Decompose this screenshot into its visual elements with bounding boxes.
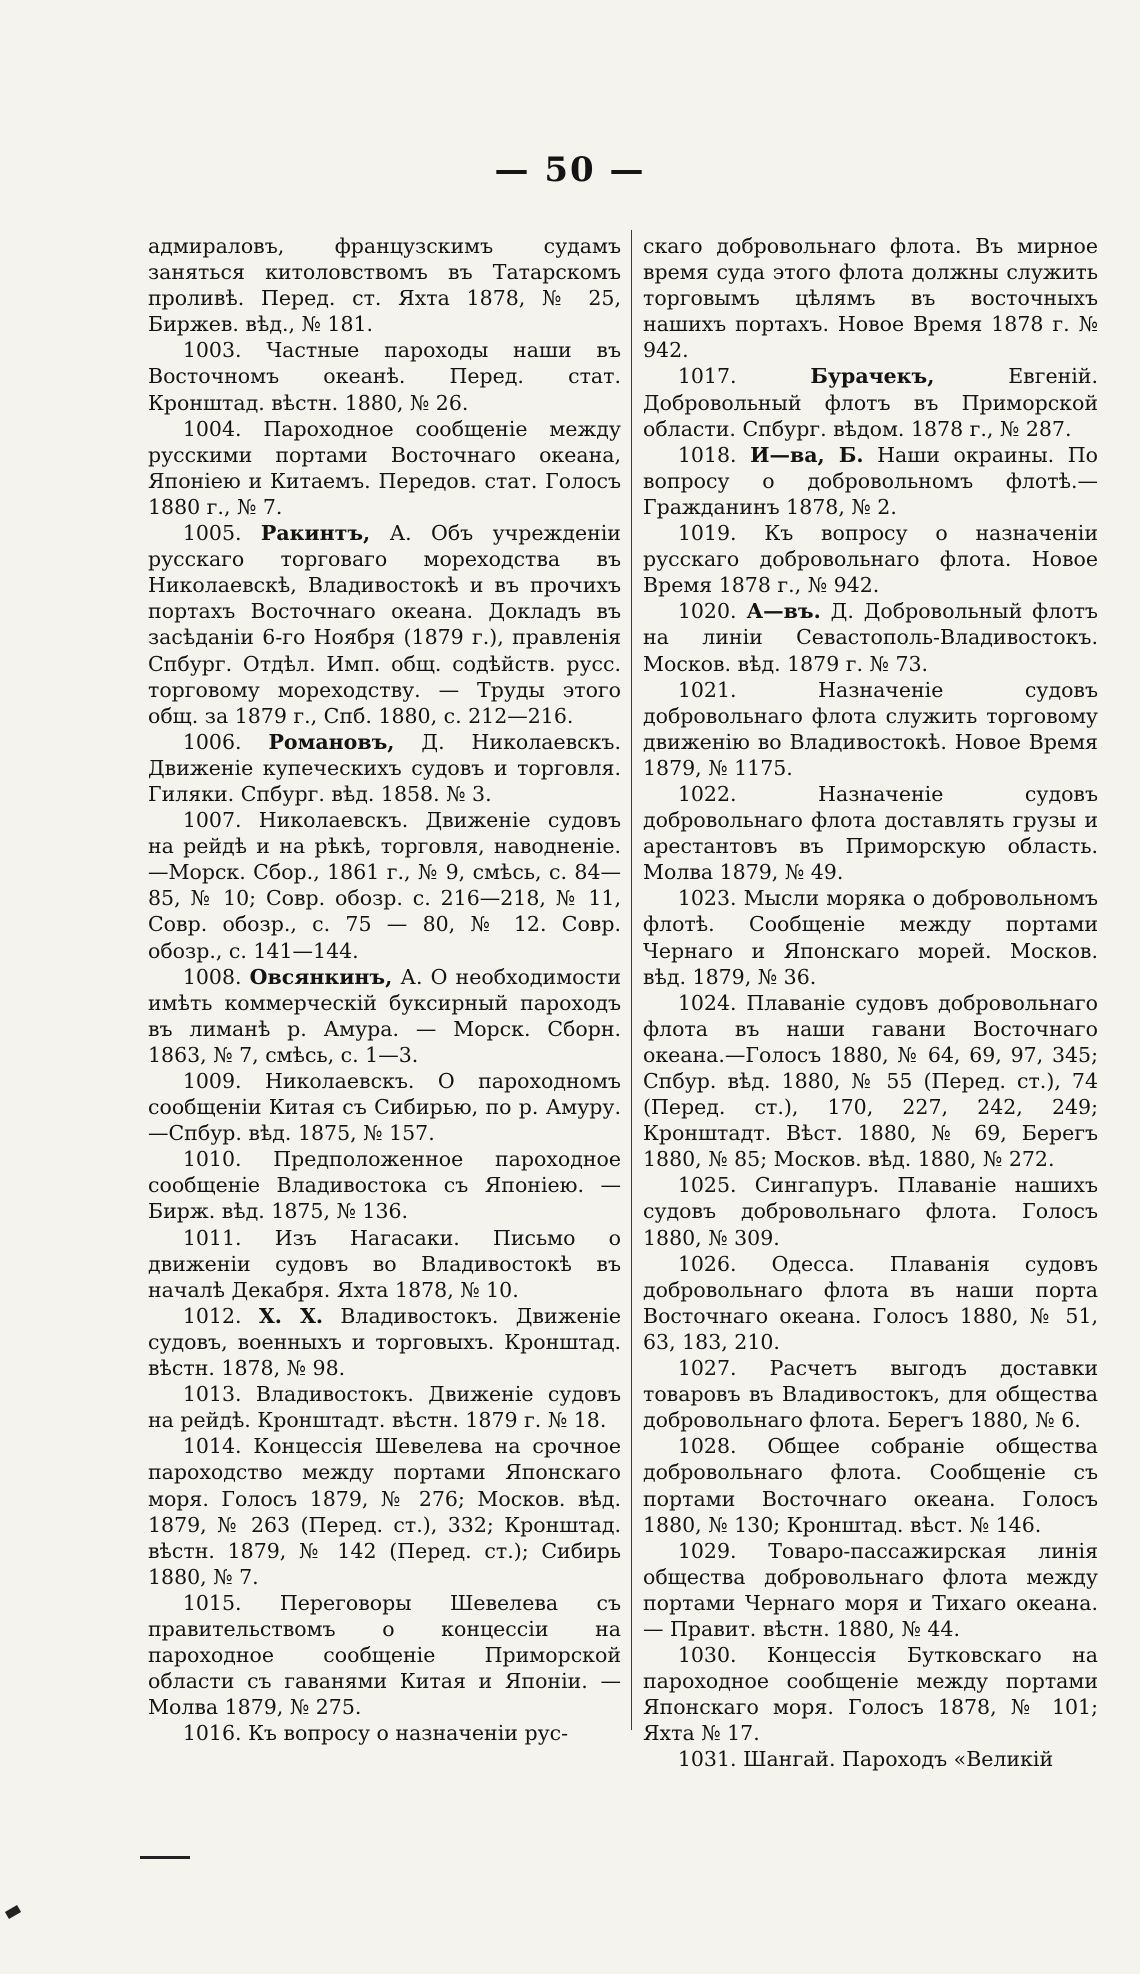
bibliography-entry (643, 781, 1098, 885)
entry-text: Товаро-пассажирская линія общества добровольнаго флота между портами Чернаго моря и Тихаго океана.— Правит. вѣстн. 1880, № 44. (643, 1538, 1098, 1641)
bibliography-entry (643, 1433, 1098, 1537)
entry-author: И—ва, Б. (750, 442, 864, 467)
bibliography-entry (148, 807, 621, 964)
bibliography-entry (643, 442, 1098, 520)
bibliography-entry (643, 990, 1098, 1173)
entry-text: Къ вопросу о назначеніи рус- (248, 1721, 569, 1746)
bibliography-entry (643, 363, 1098, 441)
bibliography-entry (643, 1355, 1098, 1433)
entry-text: Одесса. Плаванія судовъ добровольнаго флота въ наши порта Восточнаго океана. Голосъ 1880, № 51, 63, 183, 210. (643, 1251, 1098, 1354)
entry-text: адмираловъ, французскимъ судамъ заняться китоловствомъ въ Татарскомъ проливѣ. Перед. ст. Яхта 1878, № 25, Биржев. вѣд., № 181. (148, 234, 621, 337)
entry-text: Плаваніе судовъ добровольнаго флота въ наши гавани Восточнаго океана.—Голосъ 1880, № 64, 69, 97, 345; Спбур. вѣд. 1880, № 55 (Перед. ст.), 74 (Перед. ст.), 170, 227, 242, 249; Кронштадт. Вѣст. 1880, № 69, Берегъ 1880, № 85; Москов. вѣд. 1880, № 272. (643, 990, 1098, 1172)
entry-text: Пароходное сообщеніе между русскими портами Восточнаго океана, Японіею и Китаемъ. Передов. стат. Голосъ 1880 г., № 7. (148, 416, 621, 519)
left-column (148, 233, 621, 1746)
entry-number: 1027. (677, 1356, 737, 1381)
entry-text: Назначеніе судовъ добровольнаго флота служить торговому движенію во Владивостокѣ. Новое Время 1879, № 1175. (643, 677, 1098, 780)
entry-number: 1008. (182, 964, 242, 989)
entry-text: скаго добровольнаго флота. Въ мирное время суда этого флота должны служить торговымъ цѣлямъ въ восточныхъ нашихъ портахъ. Новое Время 1878 г. № 942. (643, 234, 1098, 363)
entry-number: 1014. (182, 1434, 242, 1459)
entry-number: 1003. (182, 338, 242, 363)
entry-author: Х. Х. (258, 1303, 323, 1328)
bibliography-entry (148, 729, 621, 807)
entry-text: Переговоры Шевелева съ правительствомъ о концессіи на пароходное сообщеніе Приморской области съ гаванями Китая и Японіи. — Молва 1879, № 275. (148, 1590, 621, 1720)
bibliography-entry (148, 1146, 621, 1224)
entry-text: Расчетъ выгодъ доставки товаровъ въ Владивостокъ, для общества добровольнаго флота. Берегъ 1880, № 6. (643, 1356, 1098, 1433)
bibliography-entry (148, 964, 621, 1068)
entry-text: Наши окраины. По вопросу о добровольномъ флотѣ.—Гражданинъ 1878, № 2. (643, 442, 1098, 519)
entry-text: Д. Добровольный флотъ на линіи Севастополь-Владивостокъ. Москов. вѣд. 1879 г. № 73. (643, 599, 1098, 676)
bibliography-entry (148, 1381, 621, 1433)
entry-author: А—въ. (746, 599, 821, 624)
entry-number: 1025. (677, 1173, 737, 1198)
bibliography-entry (148, 233, 621, 337)
bibliography-entry (148, 337, 621, 415)
bibliography-entry (148, 1590, 621, 1720)
bibliography-entry (148, 520, 621, 729)
entry-number: 1031. (677, 1747, 737, 1772)
bibliography-entry (643, 1251, 1098, 1355)
entry-number: 1006. (182, 729, 242, 754)
entry-number: 1010. (182, 1147, 242, 1172)
bibliography-entry (643, 1642, 1098, 1746)
bibliography-entry (643, 233, 1098, 363)
entry-text: Сингапуръ. Плаваніе нашихъ судовъ добровольнаго флота. Голосъ 1880, № 309. (643, 1173, 1098, 1250)
bibliography-entry (148, 1068, 621, 1146)
bibliography-entry (643, 520, 1098, 598)
entry-text: Предположенное пароходное сообщеніе Владивостока съ Японіею. — Бирж. вѣд. 1875, № 136. (148, 1147, 621, 1224)
ink-smudge (140, 1856, 190, 1859)
entry-text: Общее собраніе общества добровольнаго флота. Сообщеніе съ портами Восточнаго океана. Голосъ 1880, № 130; Кронштад. вѣст. № 146. (643, 1434, 1098, 1537)
entry-number: 1024. (677, 990, 737, 1015)
entry-text: Евгеній. Добровольный флотъ въ Приморской области. Спбург. вѣдом. 1878 г., № 287. (643, 364, 1098, 441)
entry-author: Ракинтъ, (260, 521, 371, 546)
entry-number: 1004. (182, 416, 242, 441)
ink-smudge (5, 1905, 21, 1919)
entry-number: 1007. (182, 808, 242, 833)
entry-text: Николаевскъ. О пароходномъ сообщеніи Китая съ Сибирью, по р. Амуру.—Спбур. вѣд. 1875, № 157. (148, 1069, 621, 1146)
entry-number: 1018. (677, 442, 737, 467)
entry-number: 1026. (677, 1251, 737, 1276)
entry-number: 1019. (677, 521, 737, 546)
bibliography-entry (148, 1303, 621, 1381)
entry-text: А. Объ учрежденіи русскаго торговаго мореходства въ Николаевскѣ, Владивостокѣ и въ прочихъ портахъ Восточнаго океана. Докладъ въ засѣданіи 6-го Ноября (1879 г.), правленія Спбург. Отдѣл. Имп. общ. содѣйств. русс. торговому мореходству. — Труды этого общ. за 1879 г., Спб. 1880, с. 212—216. (148, 521, 621, 728)
entry-text: Мысли моряка о добровольномъ флотѣ. Сообщеніе между портами Чернаго и Японскаго морей. Москов. вѣд. 1879, № 36. (643, 886, 1098, 989)
bibliography-entry (148, 1433, 621, 1590)
entry-author: Бурачекъ, (810, 364, 935, 389)
entry-text: Владивостокъ. Движеніе судовъ, военныхъ и торговыхъ. Кронштад. вѣстн. 1878, № 98. (148, 1303, 621, 1381)
entry-text: Концессія Шевелева на срочное пароходство между портами Японскаго моря. Голосъ 1879, № 276; Москов. вѣд. 1879, № 263 (Перед. ст.), 332; Кронштад. вѣстн. 1879, № 142 (Перед. ст.); Сибирь 1880, № 7. (148, 1434, 621, 1589)
bibliography-entry (643, 1172, 1098, 1250)
entry-text: Шангай. Пароходъ «Великій (743, 1747, 1054, 1772)
bibliography-entry (148, 1720, 621, 1746)
entry-text: Д. Николаевскъ. Движеніе купеческихъ судовъ и торговля. Гиляки. Спбург. вѣд. 1858. № 3. (148, 729, 621, 806)
entry-number: 1012. (182, 1303, 242, 1328)
entry-number: 1022. (677, 781, 737, 806)
bibliography-entry (643, 677, 1098, 781)
bibliography-entry (643, 885, 1098, 989)
entry-text: Николаевскъ. Движеніе судовъ на рейдѣ и на рѣкѣ, торговля, наводненіе.—Морск. Сбор., 1861 г., № 9, смѣсь, с. 84—85, № 10; Совр. обозр. с. 216—218, № 11, Совр. обозр., с. 75 — 80, № 12. Совр. обозр., с. 141—144. (148, 808, 621, 963)
entry-text: А. О необходимости имѣть коммерческій буксирный пароходъ въ лиманѣ р. Амура. — Морск. Сборн. 1863, № 7, смѣсь, с. 1—3. (148, 964, 621, 1067)
entry-number: 1016. (182, 1721, 242, 1746)
entry-number: 1005. (182, 521, 242, 546)
bibliography-entry (643, 598, 1098, 676)
entry-author: Романовъ, (268, 729, 395, 754)
right-column (643, 233, 1098, 1773)
entry-text: Концессія Бутковскаго на пароходное сообщеніе между портами Японскаго моря. Голосъ 1878, № 101; Яхта № 17. (643, 1643, 1098, 1746)
entry-number: 1029. (677, 1538, 737, 1563)
entry-text: Изъ Нагасаки. Письмо о движеніи судовъ во Владивостокѣ въ началѣ Декабря. Яхта 1878, № 10. (148, 1225, 621, 1302)
entry-author: Овсянкинъ, (249, 964, 393, 989)
bibliography-entry (148, 416, 621, 520)
entry-number: 1009. (182, 1069, 242, 1093)
bibliography-entry (643, 1746, 1098, 1772)
entry-number: 1030. (677, 1643, 737, 1668)
bibliography-entry (148, 1225, 621, 1303)
bibliography-entry (643, 1538, 1098, 1642)
entry-text: Частные пароходы наши въ Восточномъ океанѣ. Перед. стат. Кронштад. вѣстн. 1880, № 26. (148, 338, 621, 415)
entry-number: 1017. (677, 364, 737, 389)
entry-number: 1021. (677, 677, 737, 702)
entry-number: 1028. (677, 1434, 737, 1459)
entry-number: 1013. (182, 1382, 242, 1407)
entry-number: 1015. (182, 1590, 242, 1615)
column-divider (631, 230, 632, 1730)
entry-text: Владивостокъ. Движеніе судовъ на рейдѣ. Кронштадт. вѣстн. 1879 г. № 18. (148, 1382, 621, 1433)
entry-number: 1020. (677, 599, 737, 624)
page-number: — 50 — (494, 150, 646, 190)
entry-text: Назначеніе судовъ добровольнаго флота доставлять грузы и арестантовъ въ Приморскую область. Молва 1879, № 49. (643, 781, 1098, 885)
entry-text: Къ вопросу о назначеніи русскаго добровольнаго флота. Новое Время 1878 г., № 942. (643, 521, 1098, 598)
entry-number: 1023. (677, 886, 737, 911)
entry-number: 1011. (182, 1225, 242, 1250)
